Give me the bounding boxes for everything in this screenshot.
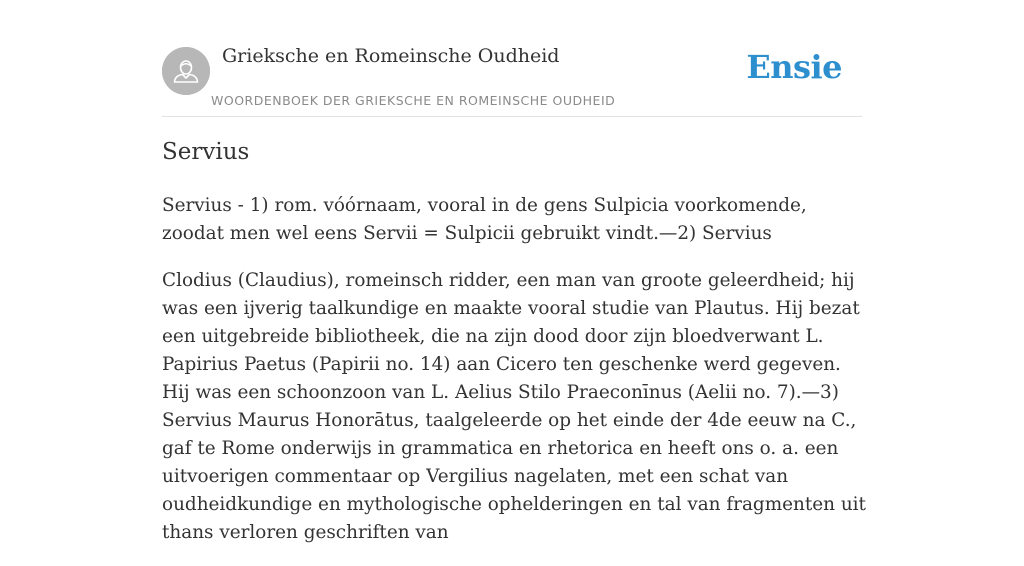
content-container (162, 0, 866, 543)
avatar[interactable] (162, 47, 210, 95)
user-placeholder-icon (162, 47, 210, 95)
source-header (162, 0, 862, 117)
entry-paragraph: Clodius (Claudius), romeinsch ridder, een man van groote geleerdheid; hij was een ijverig taalkundige en maakte vooral studie van Plautus. Hij bezat een uitgebreide bibliotheek, die na zijn dood door zijn bloedverwant L. Papirius Paetus (Papirii no. 14) aan Cicero ten geschenke werd gegeven. Hij was een schoonzoon van L. Aelius Stilo Praeconīnus (Aelii no. 7).—3) Servius Maurus Honorātus, taalgeleerde op het einde der 4de eeuw na C., gaf te Rome onderwijs in grammatica en rhetorica en heeft ons o. a. een uitvoerigen commentaar op Vergilius nagelaten, met een schat van oudheidkundige en mythologische ophelderingen en tal van fragmenten uit thans verloren geschriften van (162, 270, 866, 543)
source-subtitle: WOORDENBOEK DER GRIEKSCHE EN ROMEINSCHE OUDHEID (211, 93, 616, 108)
entry-title: Servius (162, 139, 250, 165)
entry-body (162, 192, 866, 566)
ensie-logo[interactable]: Ensie (746, 48, 842, 86)
source-title[interactable]: Grieksche en Romeinsche Oudheid (222, 45, 560, 67)
entry-paragraph: Servius - 1) rom. vóórnaam, vooral in de gens Sulpicia voorkomende, zoodat men wel eens Servii = Sulpicii gebruikt vindt.—2) Servius (162, 195, 807, 244)
